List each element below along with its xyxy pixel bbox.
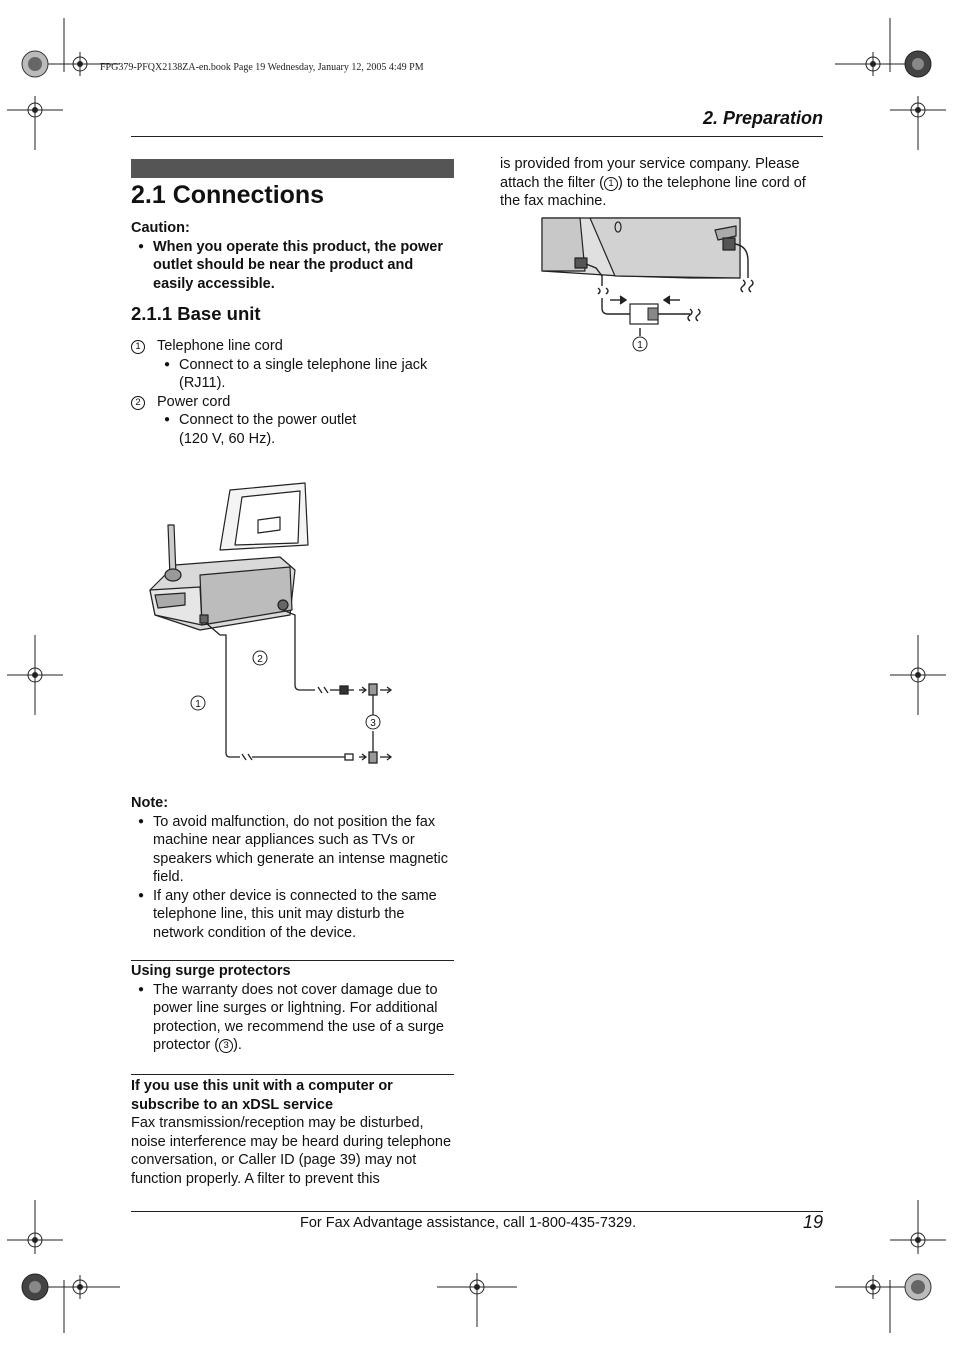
- connection-item-label: Telephone line cord: [157, 338, 283, 354]
- connection-item-power-cord: [131, 393, 457, 412]
- note-block: [131, 794, 457, 942]
- connection-item-label: Power cord: [157, 393, 231, 410]
- xdsl-rule: [131, 1074, 454, 1075]
- caution-text: ● When you operate this product, the power outlet should be near the product and easily accessible.: [131, 238, 457, 294]
- callout-2: [253, 651, 267, 665]
- caution-block: [131, 219, 457, 293]
- connection-item-bullet: ● Connect to a single telephone line jack (RJ11).: [157, 356, 457, 393]
- surge-rule: [131, 960, 454, 961]
- callout-number: 1: [604, 177, 618, 191]
- note-label: Note:: [131, 795, 169, 811]
- right-column-text: is provided from your service company. Please attach the filter ( 1 ) to the telephone line cord of the fax machine.: [500, 156, 806, 209]
- section-bar: [131, 159, 454, 178]
- callout-1: [191, 696, 205, 710]
- callout-number: 1: [131, 340, 145, 354]
- connection-item-bullet: ● Connect to the power outlet (120 V, 60 Hz).: [157, 411, 457, 448]
- fax-machine-connection-illustration: [140, 475, 400, 770]
- subsection-title: 2.1.1 Base unit: [131, 303, 261, 324]
- footer-rule: [131, 1211, 823, 1212]
- svg-text:3: 3: [370, 718, 376, 729]
- note-bullet: ● To avoid malfunction, do not position the fax machine near appliances such as TVs or speakers which generate an intense magnetic field.: [131, 813, 457, 887]
- header-rule: [131, 136, 823, 137]
- chapter-title: 2. Preparation: [702, 108, 823, 128]
- svg-text:1: 1: [637, 340, 643, 351]
- print-slug: FPG379-PFQX2138ZA-en.book Page 19 Wednesday, January 12, 2005 4:49 PM: [100, 62, 424, 73]
- connection-list: [131, 337, 457, 448]
- page-number: 19: [802, 1212, 823, 1232]
- xdsl-text: Fax transmission/reception may be disturbed, noise interference may be heard during telephone conversation, or Caller ID (page 39) may not function properly. A filter to prevent this: [131, 1115, 452, 1187]
- callout-number: 2: [131, 396, 145, 410]
- caution-label: Caution:: [131, 220, 190, 236]
- note-bullet: ● If any other device is connected to the same telephone line, this unit may disturb the network condition of the device.: [131, 887, 457, 943]
- svg-text:1: 1: [195, 699, 201, 710]
- xdsl-block: [131, 1077, 455, 1188]
- surge-block: [131, 962, 457, 1055]
- connection-item-telephone-cord: [131, 337, 457, 356]
- surge-heading: Using surge protectors: [131, 963, 291, 979]
- svg-text:2: 2: [257, 654, 263, 665]
- surge-bullet: ● The warranty does not cover damage due to power line surges or lightning. For additional protection, we recommend the use of a surge protector ( 3 ).: [131, 981, 457, 1055]
- callout-1: [633, 337, 647, 351]
- callout-3: [366, 715, 380, 729]
- section-title: 2.1 Connections: [131, 181, 325, 209]
- xdsl-heading: If you use this unit with a computer or subscribe to an xDSL service: [131, 1078, 393, 1113]
- callout-number: 3: [219, 1039, 233, 1053]
- filter-connection-illustration: [540, 216, 760, 356]
- footer-assist-text: For Fax Advantage assistance, call 1-800-435-7329.: [300, 1215, 637, 1231]
- filter-callouts: [633, 337, 647, 351]
